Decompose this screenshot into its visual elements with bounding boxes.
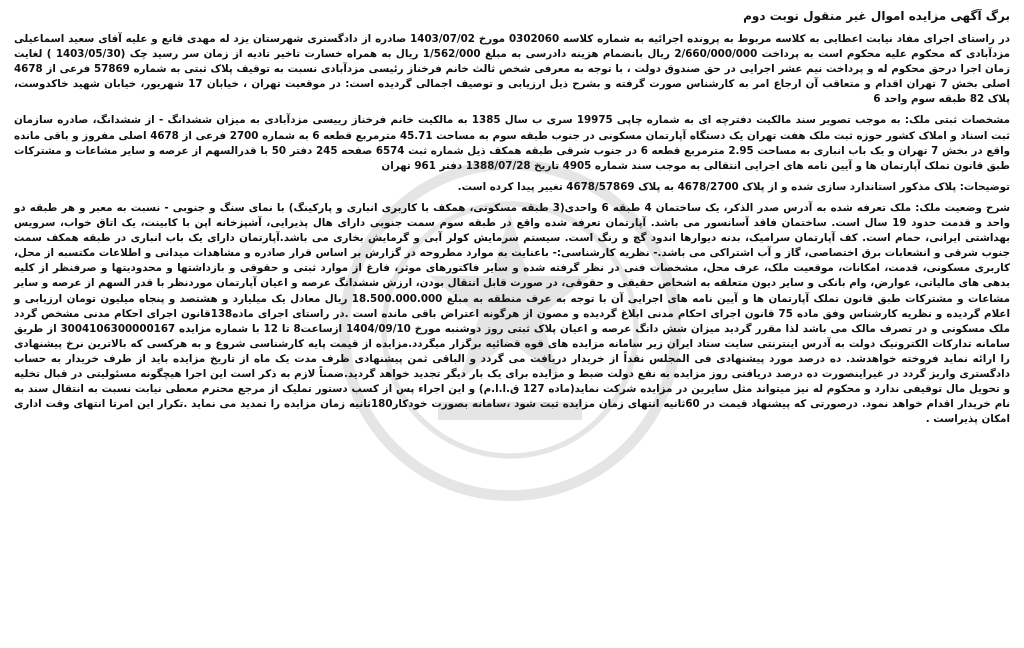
notice-title: برگ آگهی مزایده اموال غیر منقول نوبت دوم [743, 9, 1010, 23]
property-description-paragraph: شرح وضعیت ملک: ملک تعرفه شده به آدرس صدر الذکر، یک ساختمان 4 طبقه 6 واحدی(3 طبقه مسکونی، همکف با کاربری انباری و پارکینگ) با نمای سنگ و جنوبی - نسبت به معبر و هر طبقه دو واحد و قدمت حدود 19 سال است. ساختمان فاقد آسانسور می باشد. آپارتمان تعرفه شده واقع در طبقه سوم سمت جنوبی دارای هال پذیرایی، آشپزخانه اپن با کابینت، یک اتاق خواب، سرویس بهداشتی ایرانی، حمام است. کف آپارتمان سرامیک، بدنه دیوارها اندود گچ و رنگ است. سیستم سرمایش کولر آبی و گرمایش بخاری می باشد.آپارتمان دارای یک باب انباری در طبقه همکف سمت جنوب شرقی و انشعابات برق اختصاصی، گاز و آب اشتراکی می باشد.- نظریه کارشناسی:- باعنایت به موارد مطروحه در گزارش بر اساس قرار صادره و مشاهدات میدانی و اطلاعات مکتسبه از محل، کاربری مسکونی، قدمت، امکانات، موقعیت ملک، عرف محل، مشخصات فنی در نظر گرفته شده و سایر فاکتورهای موثر، فارغ از موارد ثبتی و حقوقی و بازداشتها و محدودیتها و صرفنظر از کلیه بدهی های مالیاتی، عوارض، وام بانکی و سایر دیون متعلقه به اشخاص حقیقی و حقوقی، در صورت قابل انتقال بودن، ارزش ششدانگ عرصه و اعیان آپارتمان موردنظر با قدر السهم از عرصه و سایر مشاعات و مشترکات طبق قانون تملک آپارتمان ها و آیین نامه های اجرایی آن با توجه به عرف منطقه به مبلغ 18.500.000.000 ریال معادل یک میلیارد و هشتصد و پنجاه میلیون تومان ارزیابی و اعلام گردیده و نظریه کارشناس وفق ماده 75 قانون اجرای احکام مدنی ابلاغ گردیده و مصون از هرگونه اعتراض باقی مانده است .در راستای اجرای ماده138قانون اجرای احکام مدنی مشخص گردد ملک مسکونی و در تصرف مالک می باشد لذا مقرر گردید میزان شش دانگ عرصه و اعیان پلاک ثبتی روز دوشنبه مورخ 1404/09/10 ازساعت8 تا 12 با شماره مزایده 3004106300000167 از طریق سامانه تدارکات الکترونیک دولت به آدرس اینترنتی سایت ستاد ایران زیر سامانه مزایده های قوه قضائیه برگزار میگردد.مزایده از قیمت پایه کارشناسی شروع و به هرکسی که بالاترین نرخ پیشنهادی را ارائه نماید فروخته خواهدشد. ده درصد مورد پیشنهادی فی المجلس نقداً از خریدار دریافت می گردد و الباقی ثمن پیشنهادی ظرف مدت یک ماه از تاریخ مزایده باید از طرف خریدار به حساب دادگستری واریز گردد در غیراینصورت ده درصد دریافتی روز مزایده به نفع دولت ضبط و مزایده برای یک بار دیگر تجدید خواهد گردید.ضمناً لازم به ذکر است این اجرا هیچگونه مسئولیتی در قبال تخلیه و تحویل مال توقیفی ندارد و محکوم له نیز میتواند مثل سایرین در مزایده شرکت نماید(ماده 127 ق.ا.ا.م) و این اجراء پس از کسب دستور تملیک از مرجع محترم معطی نیابت نسبت به انتقال سند به نام خریدار اقدام خواهد نمود. درصورتی که پیشنهاد قیمت در 60ثانیه انتهای زمان مزایده ثبت شود ،سامانه بصورت خودکار180ثانیه زمان مزایده را تمدید می نماید .تکرار این امرتا انتهای وقت اداری امکان پذیراست . [14, 201, 1011, 426]
registration-specs-paragraph: مشخصات ثبتی ملک: به موجب تصویر سند مالکیت دفترچه ای به شماره چاپی 19975 سری ب سال 1385 به مالکیت خانم فرخناز رییسی مزدآبادی به میزان ششدانگ - از ششدانگ، صادره سازمان ثبت اسناد و املاک کشور حوزه ثبت ملک هفت تهران یک دستگاه آپارتمان مسکونی در جنوب طبقه سوم به مساحت 45.71 مترمربع قطعه 6 به شماره 2700 فرعی از 4678 اصلی مفروز و باقی مانده واقع در بخش 7 تهران و یک باب انباری به مساحت 2.95 مترمربع قطعه 6 در جنوب شرقی طبقه همکف ذیل شماره ثبت 6574 صفحه 245 دفتر 50 با قدرالسهم از عرصه و سایر مشاعات و مشترکات طبق قانون تملک آپارتمان ها و آیین نامه های اجرایی انتقالی به موجب سند شماره 4905 تاریخ 1388/07/28 دفتر 961 تهران [14, 114, 1011, 172]
notice-intro-paragraph: در راستای اجرای مفاد نیابت اعطایی به کلاسه مربوط به پرونده اجرائیه به شماره کلاسه 0302060 مورخ 1403/07/02 صادره از دادگستری شهرستان یزد له مهدی قانع و علیه آقای سعید اسماعیلی مزدآبادی که محکوم علیه محکوم است به پرداخت 2/660/000/000 ریال بانضمام هزینه دادرسی به مبلغ 1/562/000 ریال به همراه خسارت تاخیر تادیه از زمان سر رسید چک (1403/05/30 ) لغایت زمان اجرا درحق محکوم له و پرداخت نیم عشر اجرایی در حق صندوق دولت ، با توجه به معرفی شخص ثالث خانم فرخناز رئیسی مزدآبادی نسبت به توقیف پلاک ثبتی به شماره 57869 فرعی از 4678 اصلی بخش 7 تهران اقدام و متعاقب آن ارجاع امر به کارشناس صورت گرفته و بشرح ذیل ارزیابی و توصیف اجمالی گردیده است: در موقعیت تهران ، خیابان 17 شهریور، خیابان شهید خاکدوست، پلاک 82 طبقه سوم واحد 6 [14, 33, 1011, 106]
notes-paragraph: توضیحات: پلاک مذکور استاندارد سازی شده و از پلاک 4678/2700 به پلاک 4678/57869 تغییر پیدا کرده است. [457, 180, 1010, 193]
